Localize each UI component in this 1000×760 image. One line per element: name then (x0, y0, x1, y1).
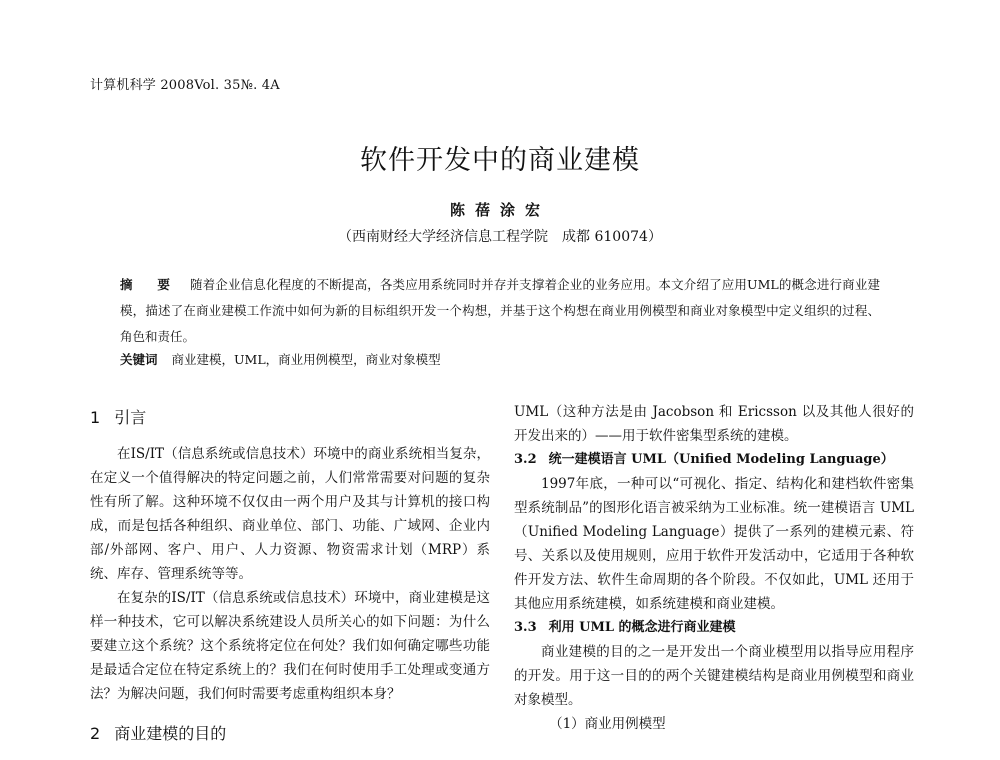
section-3-2-title: 统一建模语言 UML（Unified Modeling Language） (548, 452, 894, 467)
abstract-text: 随着企业信息化程度的不断提高，各类应用系统同时并存并支撑着企业的业务应用。本文介绍了应用UML的概念进行商业建模，描述了在商业建模工作流中如何为新的目标组织开发一个构想，并基于这个构想在商业用例模型和商业对象模型中定义组织的过程、角色和责任。 (120, 277, 880, 344)
keywords-block (120, 350, 441, 368)
right-column (514, 400, 914, 736)
section-2-heading (90, 722, 490, 746)
abstract-paragraph (120, 272, 880, 350)
section-3-2-number: 3.2 (514, 452, 537, 467)
keywords-label: 关键词 (120, 352, 158, 367)
section-3-3-title: 利用 UML 的概念进行商业建模 (548, 620, 736, 635)
section-3-3-number: 3.3 (514, 620, 537, 635)
paper-affiliation: （西南财经大学经济信息工程学院 成都 610074） (338, 229, 662, 245)
section-1-heading (90, 406, 490, 430)
paper-authors: 陈蓓涂宏 (449, 201, 550, 219)
running-head: 计算机科学 2008Vol. 35№. 4A (90, 78, 280, 93)
section-3-3-heading (514, 616, 914, 640)
section-3-2-paragraph: 1997年底，一种可以“可视化、指定、结构化和建档软件密集型系统制品”的图形化语言被采纳为工业标准。统一建模语言 UML（Unified Modeling Language）提供了一系列的建模元素、符号、关系以及使用规则，应用于软件开发活动中，它适用于各种软件开发方法、软件生命周期的各个阶段。不仅如此，UML 还用于其他应用系统建模，如系统建模和商业建模。 (514, 476, 914, 612)
abstract-block (120, 272, 880, 350)
section-1-number: 1 (90, 408, 101, 427)
intro-paragraph-2: 在复杂的IS/IT（信息系统或信息技术）环境中，商业建模是这样一种技术，它可以解决系统建设人员所关心的如下问题：为什么要建立这个系统？这个系统将定位在何处？我们如何确定哪些功能是最适合定位在特定系统上的？我们在何时使用手工处理或变通方法？为解决问题，我们何时需要考虑重构组织本身？ (90, 590, 490, 702)
abstract-label: 摘 要 (120, 277, 176, 292)
section-3-2-heading (514, 448, 914, 472)
paper-title: 软件开发中的商业建模 (360, 145, 640, 176)
section-3-3-paragraph: 商业建模的目的之一是开发出一个商业模型用以指导应用程序的开发。用于这一目的的两个关键建模结构是商业用例模型和商业对象模型。 (514, 644, 914, 708)
section-2-title: 商业建模的目的 (114, 724, 227, 743)
left-column (90, 400, 490, 758)
intro-paragraph-1: 在IS/IT（信息系统或信息技术）环境中的商业系统相当复杂，在定义一个值得解决的特定问题之前，人们常常需要对问题的复杂性有所了解。这种环境不仅仅由一两个用户及其与计算机的接口构成，而是包括各种组织、商业单位、部门、功能、广域网、企业内部/外部网、客户、用户、人力资源、物资需求计划（MRP）系统、库存、管理系统等等。 (90, 446, 490, 582)
list-item: （1）商业用例模型 (549, 716, 666, 732)
section-1-title: 引言 (114, 408, 147, 427)
section-2-number: 2 (90, 724, 101, 743)
keywords-text: 商业建模，UML，商业用例模型，商业对象模型 (171, 352, 441, 367)
continued-paragraph: UML（这种方法是由 Jacobson 和 Ericsson 以及其他人很好的开发出来的）——用于软件密集型系统的建模。 (514, 404, 914, 444)
